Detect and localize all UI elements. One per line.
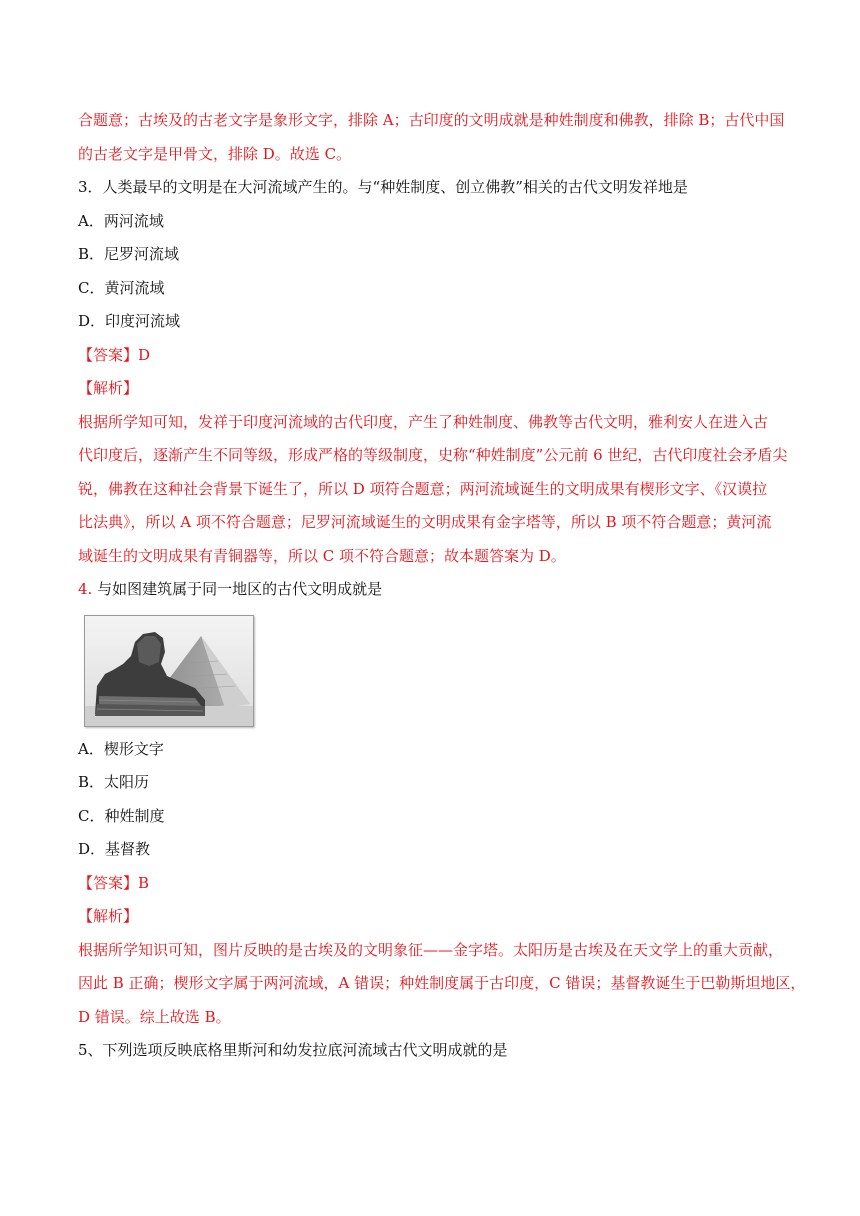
prev-explanation-line-2: 的古老文字是甲骨文，排除 D。故选 C。 <box>78 144 352 163</box>
sphinx-pyramid-image <box>84 615 254 727</box>
question-3-analysis-line-1: 根据所学知可知，发祥于印度河流域的古代印度，产生了种姓制度、佛教等古代文明，雅利安人在进入古 <box>78 412 769 431</box>
question-4-option-b: B．太阳历 <box>78 773 150 791</box>
answer-value: B <box>138 873 150 892</box>
question-3-answer <box>78 339 790 373</box>
question-4-text <box>78 573 790 607</box>
question-3-analysis-line-3: 锐，佛教在这种社会背景下诞生了，所以 D 项符合题意；两河流域诞生的文明成果有楔形文字、《汉谟拉 <box>78 479 768 498</box>
question-3-option-b: B．尼罗河流域 <box>78 245 180 263</box>
question-4-option-d: D．基督教 <box>78 840 151 858</box>
question-4-option-c: C．种姓制度 <box>78 806 165 825</box>
question-5-text: 5、下列选项反映底格里斯河和幼发拉底河流域古代文明成就的是 <box>78 1041 508 1059</box>
question-3-text: 3．人类最早的文明是在大河流域产生的。与“种姓制度、创立佛教”相关的古代文明发祥地是 <box>78 178 688 196</box>
question-4-analysis-line-2: 因此 B 正确；楔形文字属于两河流域，A 错误；种姓制度属于古印度，C 错误；基督教诞生于巴勒斯坦地区， <box>78 974 806 992</box>
question-3-option-d: D．印度河流域 <box>78 312 181 330</box>
question-4-analysis-line-1: 根据所学知识可知，图片反映的是古埃及的文明象征——金字塔。太阳历是古埃及在天文学上的重大贡献， <box>78 940 784 959</box>
question-3-analysis-line-2: 代印度后，逐渐产生不同等级，形成严格的等级制度，史称“种姓制度”公元前 6 世纪，古代印度社会矛盾尖 <box>78 446 788 464</box>
answer-label: 【答案】 <box>78 345 139 364</box>
question-3-analysis-label: 【解析】 <box>78 379 139 397</box>
question-4-stem: 与如图建筑属于同一地区的古代文明成就是 <box>97 580 383 598</box>
question-4-option-a: A．楔形文字 <box>78 739 164 758</box>
answer-label: 【答案】 <box>78 873 139 892</box>
question-4-analysis-label: 【解析】 <box>78 907 139 925</box>
prev-explanation-line-1: 合题意；古埃及的古老文字是象形文字，排除 A；古印度的文明成就是种姓制度和佛教，排除 B；古代中国 <box>78 111 785 129</box>
question-3-analysis-line-5: 域诞生的文明成果有青铜器等，所以 C 项不符合题意；故本题答案为 D。 <box>78 546 566 565</box>
document-page <box>78 104 806 1068</box>
question-3-option-c: C．黄河流域 <box>78 278 165 297</box>
answer-value: D <box>138 345 151 364</box>
question-4-answer <box>78 867 790 901</box>
question-4-analysis-line-3: D 错误。综上故选 B。 <box>78 1007 231 1026</box>
question-3-option-a: A．两河流域 <box>78 211 164 230</box>
question-4-number: 4. <box>78 580 93 598</box>
question-3-analysis-line-4: 比法典》，所以 A 项不符合题意；尼罗河流域诞生的文明成果有金字塔等，所以 B 项不符合题意；黄河流 <box>78 513 772 531</box>
